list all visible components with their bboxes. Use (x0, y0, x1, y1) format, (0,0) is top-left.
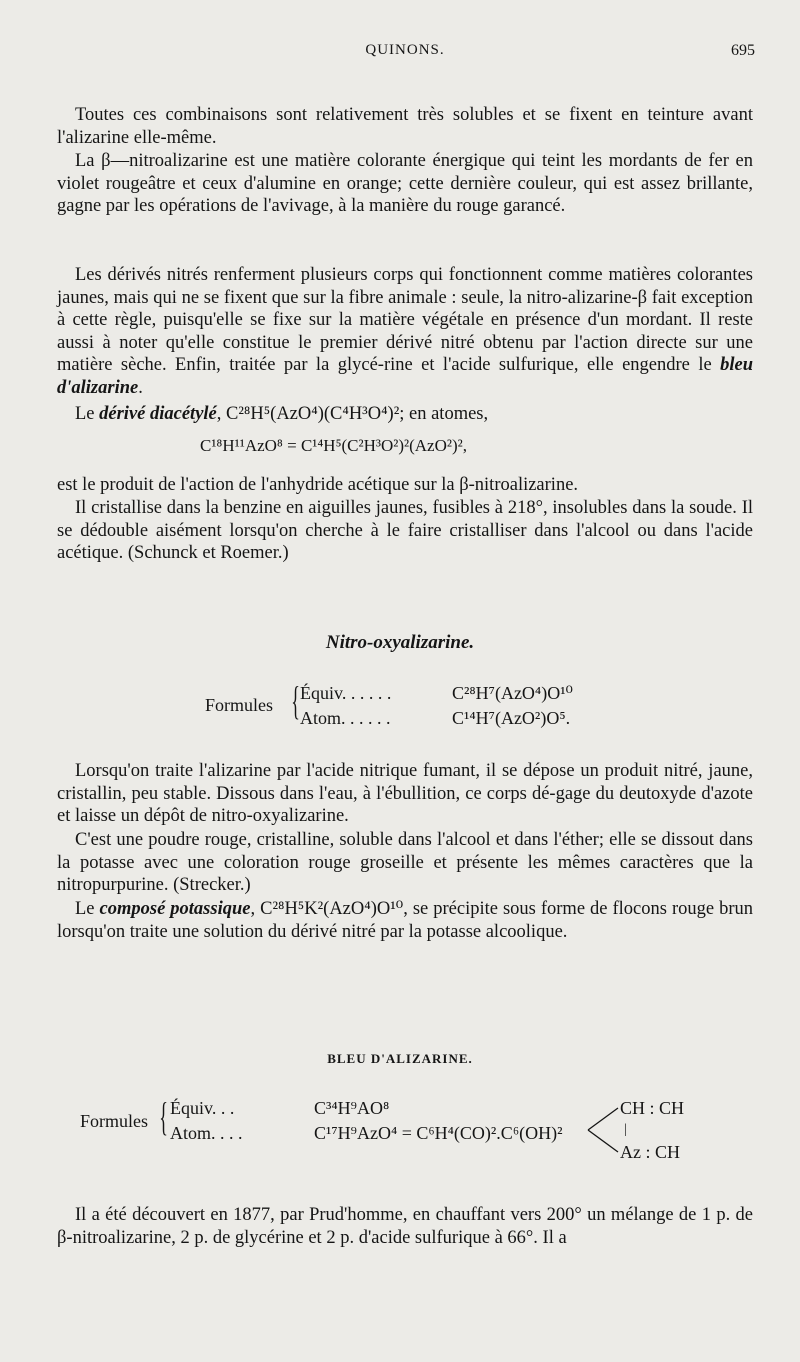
equiv-label-1: Équiv. . . . . . (300, 683, 392, 703)
branch-bond: | (624, 1122, 627, 1137)
equiv-value-2: C³⁴H⁹AO⁸ (314, 1098, 390, 1118)
formules-label-1: Formules (205, 695, 274, 715)
paragraph-10: Il a été découvert en 1877, par Prud'homme, en chauffant vers 200° un mélange de 1 p. de β-nitroalizarine, 2 p. de glycérine et 2 p. d'acide sulfurique à 66°. Il a (57, 1205, 753, 1248)
paragraph-7: Lorsqu'on traite l'alizarine par l'acide nitrique fumant, il se dépose un produit nitré, jaune, cristallin, peu stable. Dissous dans l'eau, à l'ébullition, ce corps dé-gage du deutoxyde d'azote et laisse un dépôt de nitro-oxyalizarine. (57, 761, 753, 826)
formula-diacetyle: C¹⁸H¹¹AzO⁸ = C¹⁴H⁵(C²H³O²)²(AzO²)², (200, 436, 467, 455)
equiv-value-1: C²⁸H⁷(AzO⁴)O¹⁰ (452, 683, 573, 703)
atom-label-2: Atom. . . . (170, 1123, 243, 1143)
term-derive-diacetyle: dérivé diacétylé (99, 404, 217, 424)
atom-value-1: C¹⁴H⁷(AzO²)O⁵. (452, 708, 571, 728)
atom-label-1: Atom. . . . . . (300, 708, 391, 728)
atom-value-2: C¹⁷H⁹AzO⁴ = C⁶H⁴(CO)².C⁶(OH)² (314, 1123, 563, 1143)
paragraph-3: Les dérivés nitrés renferment plusieurs corps qui fonctionnent comme matières colorantes jaunes, mais qui ne se fixent que sur la fibre animale : seule, la nitro-alizarine-β fait exception à cette règle, puisqu'elle se fixe sur la matière végétale en présence d'un mordant. Il reste aussi à noter qu'elle constitue le premier dérivé nitré obtenu par l'action directe sur une matière sèche. Enfin, traitée par la glycé-rine et l'acide sulfurique, elle engendre le bleu d'alizarine. (57, 265, 753, 398)
paragraph-8: C'est une poudre rouge, cristalline, soluble dans l'alcool et dans l'éther; elle se dissout dans la potasse avec une coloration rouge groseille et présente les mêmes caractères que la nitropurpurine. (Strecker.) (57, 830, 753, 895)
page-number: 695 (731, 42, 755, 59)
term-compose-potassique: composé potassique (99, 899, 251, 919)
brace-2: { (159, 1094, 168, 1139)
brace-1: { (291, 678, 300, 723)
paragraph-5: est le produit de l'action de l'anhydride acétique sur la β-nitroalizarine. (57, 475, 579, 495)
paragraph-2: La β—nitroalizarine est une matière colorante énergique qui teint les mordants de fer en violet rougeâtre et ceux d'alumine en orange; cette dernière couleur, qui est assez brillante, gagne par les opérations de l'avivage, à la manière du rouge garancé. (57, 151, 753, 216)
section-heading-bleu-alizarine: BLEU D'ALIZARINE. (327, 1051, 473, 1066)
paragraph-1: Toutes ces combinaisons sont relativement très solubles et se fixent en teinture avant l'alizarine elle-même. (57, 105, 753, 148)
term-bleu-alizarine: bleu d'alizarine (57, 355, 753, 398)
section-heading-nitro-oxyalizarine: Nitro-oxyalizarine. (325, 632, 475, 653)
paragraph-4: Le dérivé diacétylé, C²⁸H⁵(AzO⁴)(C⁴H³O⁴)²; en atomes, (75, 404, 489, 424)
running-title: QUINONS. (365, 42, 445, 58)
equiv-label-2: Équiv. . . (170, 1098, 235, 1118)
branch-ch-ch: CH : CH (620, 1098, 685, 1118)
running-head (55, 42, 755, 66)
paragraph-6: Il cristallise dans la benzine en aiguilles jaunes, fusibles à 218°, insolubles dans la soude. Il se dédouble aisément lorsqu'on cherche à le faire cristalliser dans l'alcool ou dans l'acide acétique. (Schunck et Roemer.) (57, 498, 753, 563)
branch-az-ch: Az : CH (620, 1142, 680, 1162)
paragraph-3-text: Les dérivés nitrés renferment plusieurs corps qui fonctionnent comme matières colorantes jaunes, mais qui ne se fixent que sur la fibre animale : seule, la nitro-alizarine-β fait exception à cette règle, puisqu'elle se fixe sur la matière végétale en présence d'un mordant. Il reste aussi à noter qu'elle constitue le premier dérivé nitré obtenu par l'action directe sur une matière sèche. Enfin, traitée par la glycé-rine et l'acide sulfurique, elle engendre le (57, 265, 753, 375)
paragraph-9: Le composé potassique, C²⁸H⁵K²(AzO⁴)O¹⁰, se précipite sous forme de flocons rouge brun lorsqu'on traite une solution du dérivé nitré par la potasse alcoolique. (57, 899, 754, 942)
formules-label-2: Formules (80, 1111, 149, 1131)
